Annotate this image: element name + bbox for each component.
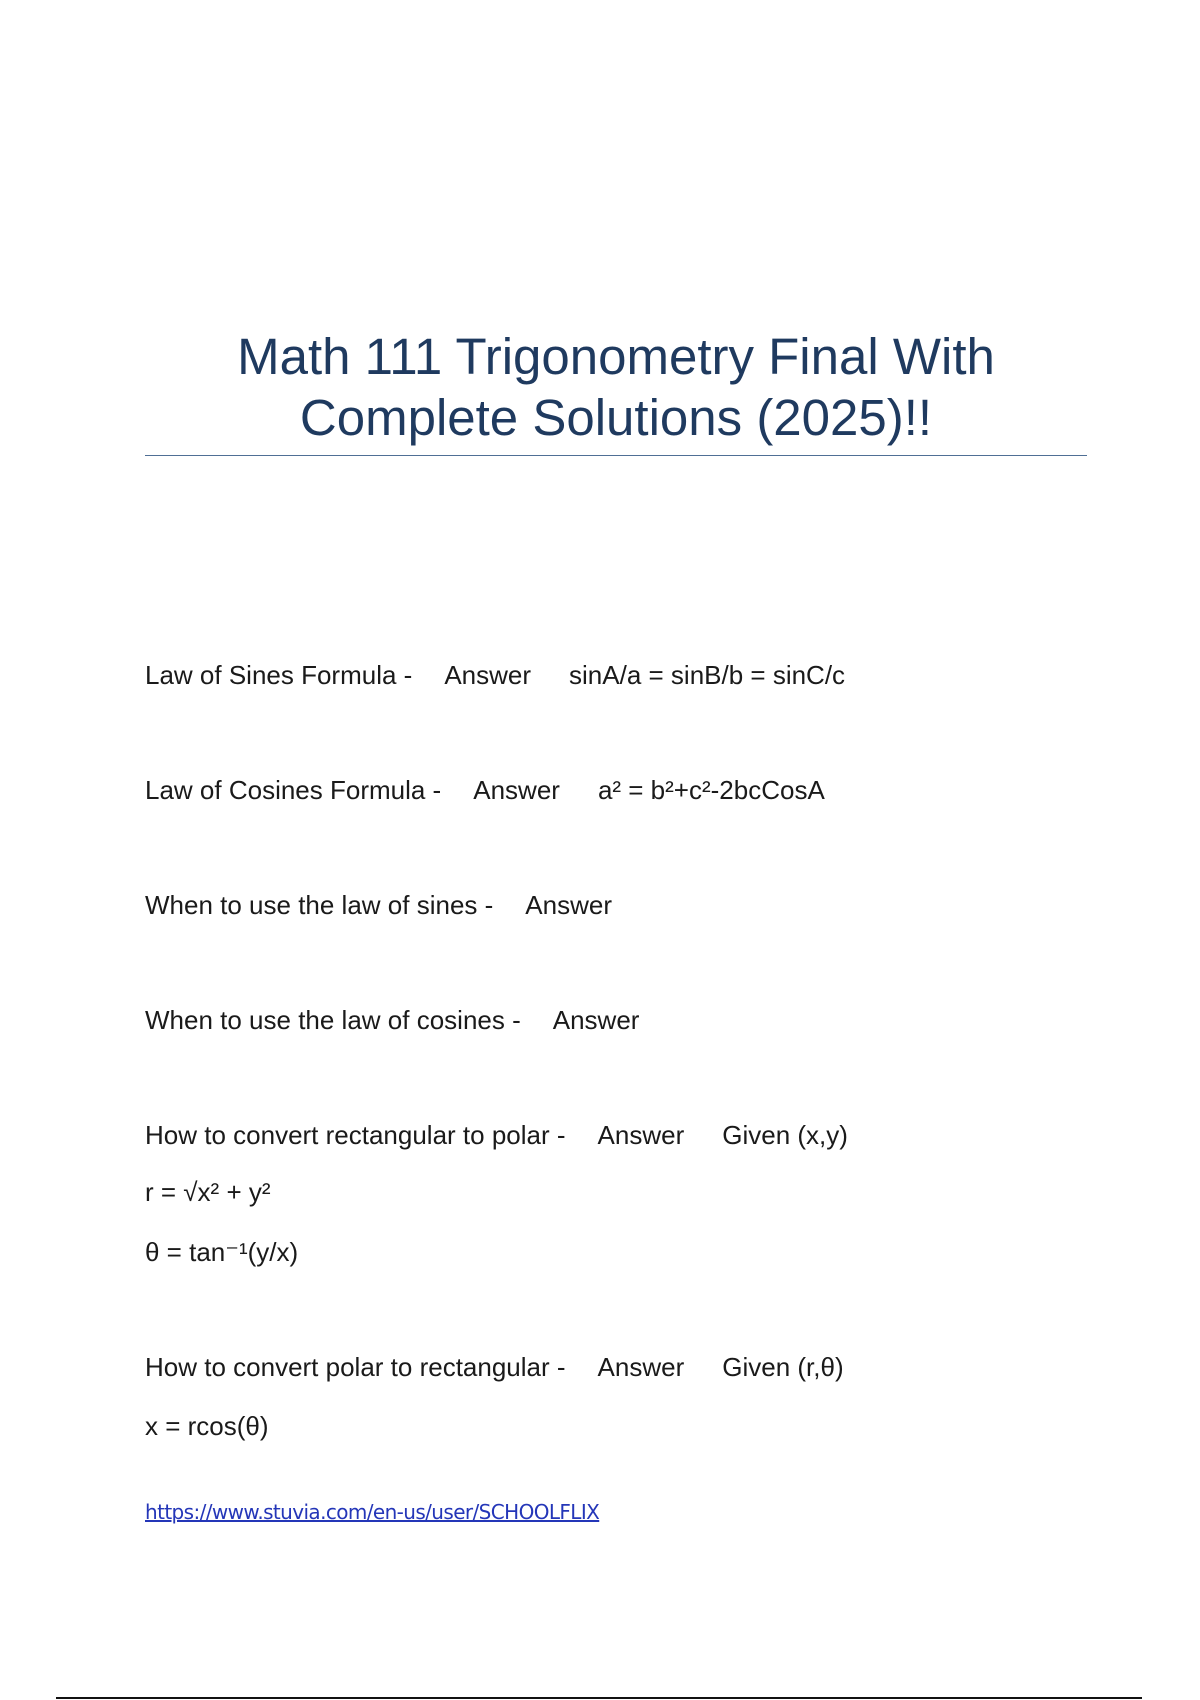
- formula-line: x = rcos(θ): [145, 1411, 269, 1441]
- answer-label: Answer: [597, 1120, 685, 1150]
- title-line-2: Complete Solutions (2025)!!: [299, 389, 933, 446]
- question: When to use the law of cosines -: [145, 1005, 521, 1035]
- answer: Given (r,θ): [722, 1352, 844, 1382]
- qa-item: [145, 1005, 639, 1036]
- answer-label: Answer: [552, 1005, 640, 1035]
- qa-item: [145, 775, 825, 806]
- question: When to use the law of sines -: [145, 890, 494, 920]
- answer-label: Answer: [444, 660, 532, 690]
- answer: sinA/a = sinB/b = sinC/c: [569, 660, 846, 690]
- title-divider: [145, 455, 1087, 456]
- qa-item: [145, 660, 845, 691]
- question: How to convert polar to rectangular -: [145, 1352, 566, 1382]
- question: Law of Cosines Formula -: [145, 775, 442, 805]
- title-line-1: Math 111 Trigonometry Final With: [237, 328, 995, 385]
- question: How to convert rectangular to polar -: [145, 1120, 566, 1150]
- stuvia-profile-link[interactable]: https://www.stuvia.com/en-us/user/SCHOOLFLIX: [145, 1500, 600, 1524]
- answer-label: Answer: [525, 890, 612, 920]
- qa-item: [145, 890, 612, 921]
- document-title: [145, 326, 1087, 448]
- answer: a² = b²+c²-2bcCosA: [597, 775, 825, 805]
- answer-label: Answer: [597, 1352, 685, 1382]
- page-bottom-rule: [56, 1697, 1142, 1699]
- qa-item: [145, 1352, 844, 1383]
- qa-item: [145, 1120, 848, 1151]
- answer-label: Answer: [473, 775, 560, 805]
- question: Law of Sines Formula -: [145, 660, 413, 690]
- formula-line: θ = tan⁻¹(y/x): [145, 1237, 299, 1267]
- answer: Given (x,y): [722, 1120, 848, 1150]
- formula-line: r = √x² + y²: [145, 1177, 271, 1207]
